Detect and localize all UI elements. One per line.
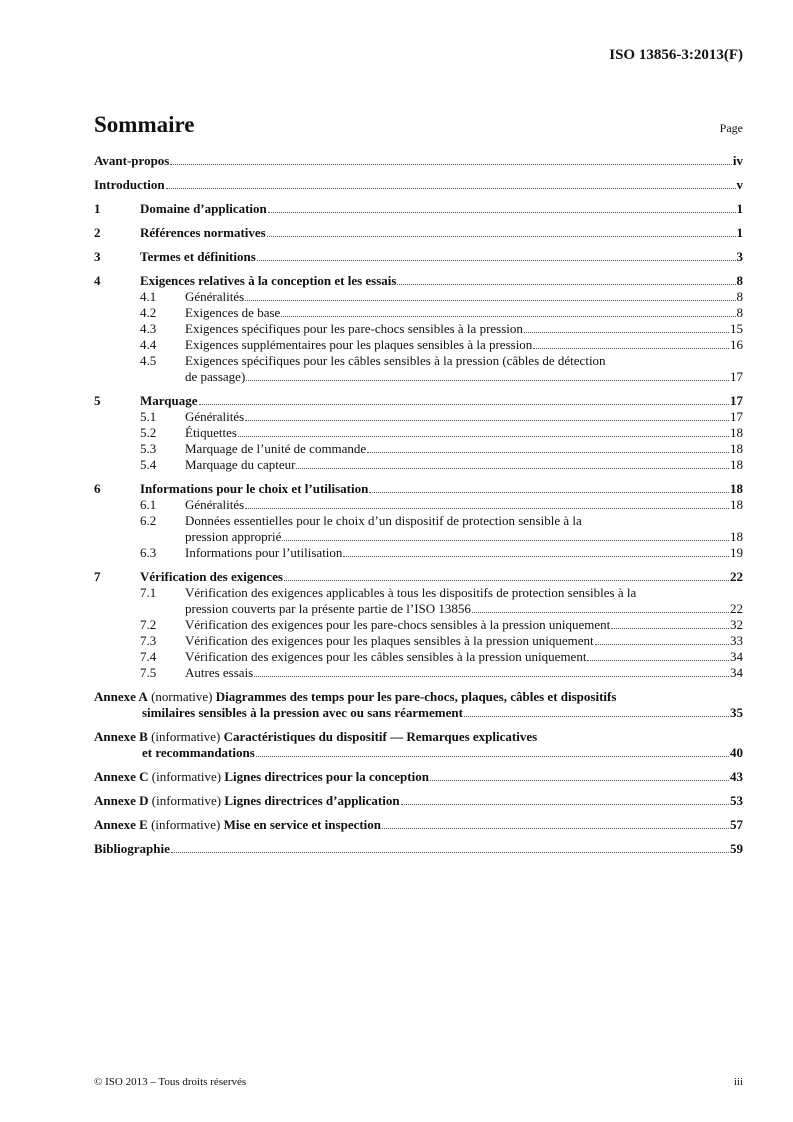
- toc-entry-introduction[interactable]: Introduction v: [94, 177, 743, 192]
- document-code: ISO 13856-3:2013(F): [609, 47, 743, 63]
- toc-entry-section-6[interactable]: 6 Informations pour le choix et l’utilisation 18: [94, 481, 743, 496]
- toc-entry-7-2[interactable]: 7.2 Vérification des exigences pour les pare-chocs sensibles à la pression uniquement 32: [140, 617, 743, 632]
- toc-entry-annex-d[interactable]: Annexe D (informative) Lignes directrices d’application 53: [94, 793, 743, 808]
- toc-entry-6-1[interactable]: 6.1 Généralités 18: [140, 497, 743, 512]
- toc-entry-5-1[interactable]: 5.1 Généralités 17: [140, 409, 743, 424]
- toc-entry-section-5[interactable]: 5 Marquage 17: [94, 393, 743, 408]
- toc-entry-5-3[interactable]: 5.3 Marquage de l’unité de commande 18: [140, 441, 743, 456]
- toc-entry-4-5[interactable]: 4.5 Exigences spécifiques pour les câbles sensibles à la pression (câbles de détection de passage) 17: [140, 353, 743, 384]
- toc-entry-section-1[interactable]: 1 Domaine d’application 1: [94, 201, 743, 216]
- toc-entry-annex-b[interactable]: Annexe B (informative) Caractéristiques du dispositif — Remarques explicatives et recommandations 40: [94, 729, 743, 760]
- copyright-notice: © ISO 2013 – Tous droits réservés: [94, 1076, 247, 1088]
- page-number: iii: [733, 1076, 743, 1088]
- toc-entry-section-2[interactable]: 2 Références normatives 1: [94, 225, 743, 240]
- toc-entry-section-3[interactable]: 3 Termes et définitions 3: [94, 249, 743, 264]
- toc-entry-5-4[interactable]: 5.4 Marquage du capteur 18: [140, 457, 743, 472]
- page-column-label: Page: [719, 121, 743, 135]
- toc-entry-section-7[interactable]: 7 Vérification des exigences 22: [94, 569, 743, 584]
- toc-entry-avant-propos[interactable]: Avant-propos iv: [94, 153, 743, 168]
- toc-entry-section-4[interactable]: 4 Exigences relatives à la conception et les essais 8: [94, 273, 743, 288]
- toc-entry-5-2[interactable]: 5.2 Étiquettes 18: [140, 425, 743, 440]
- toc-entry-4-2[interactable]: 4.2 Exigences de base 8: [140, 305, 743, 320]
- table-of-contents: [94, 153, 743, 865]
- toc-entry-7-4[interactable]: 7.4 Vérification des exigences pour les câbles sensibles à la pression uniquement 34: [140, 649, 743, 664]
- toc-entry-7-3[interactable]: 7.3 Vérification des exigences pour les plaques sensibles à la pression uniquement 33: [140, 633, 743, 648]
- toc-entry-6-2[interactable]: 6.2 Données essentielles pour le choix d’un dispositif de protection sensible à la pression approprié 18: [140, 513, 743, 544]
- page-title: Sommaire: [94, 112, 195, 137]
- toc-entry-6-3[interactable]: 6.3 Informations pour l’utilisation 19: [140, 545, 743, 560]
- page-footer: [94, 1076, 743, 1088]
- toc-entry-4-1[interactable]: 4.1 Généralités 8: [140, 289, 743, 304]
- toc-entry-annex-e[interactable]: Annexe E (informative) Mise en service et inspection 57: [94, 817, 743, 832]
- toc-entry-4-4[interactable]: 4.4 Exigences supplémentaires pour les plaques sensibles à la pression 16: [140, 337, 743, 352]
- toc-entry-annex-c[interactable]: Annexe C (informative) Lignes directrices pour la conception 43: [94, 769, 743, 784]
- toc-entry-7-1[interactable]: 7.1 Vérification des exigences applicables à tous les dispositifs de protection sensibles à la pression couverts par la présente partie de l’ISO 13856 22: [140, 585, 743, 616]
- toc-entry-4-3[interactable]: 4.3 Exigences spécifiques pour les pare-chocs sensibles à la pression 15: [140, 321, 743, 336]
- toc-entry-bibliographie[interactable]: Bibliographie 59: [94, 841, 743, 856]
- toc-entry-annex-a[interactable]: Annexe A (normative) Diagrammes des temps pour les pare-chocs, plaques, câbles et dispositifs similaires sensibles à la pression avec ou sans réarmement 35: [94, 689, 743, 720]
- toc-entry-7-5[interactable]: 7.5 Autres essais 34: [140, 665, 743, 680]
- title-row: [94, 112, 743, 138]
